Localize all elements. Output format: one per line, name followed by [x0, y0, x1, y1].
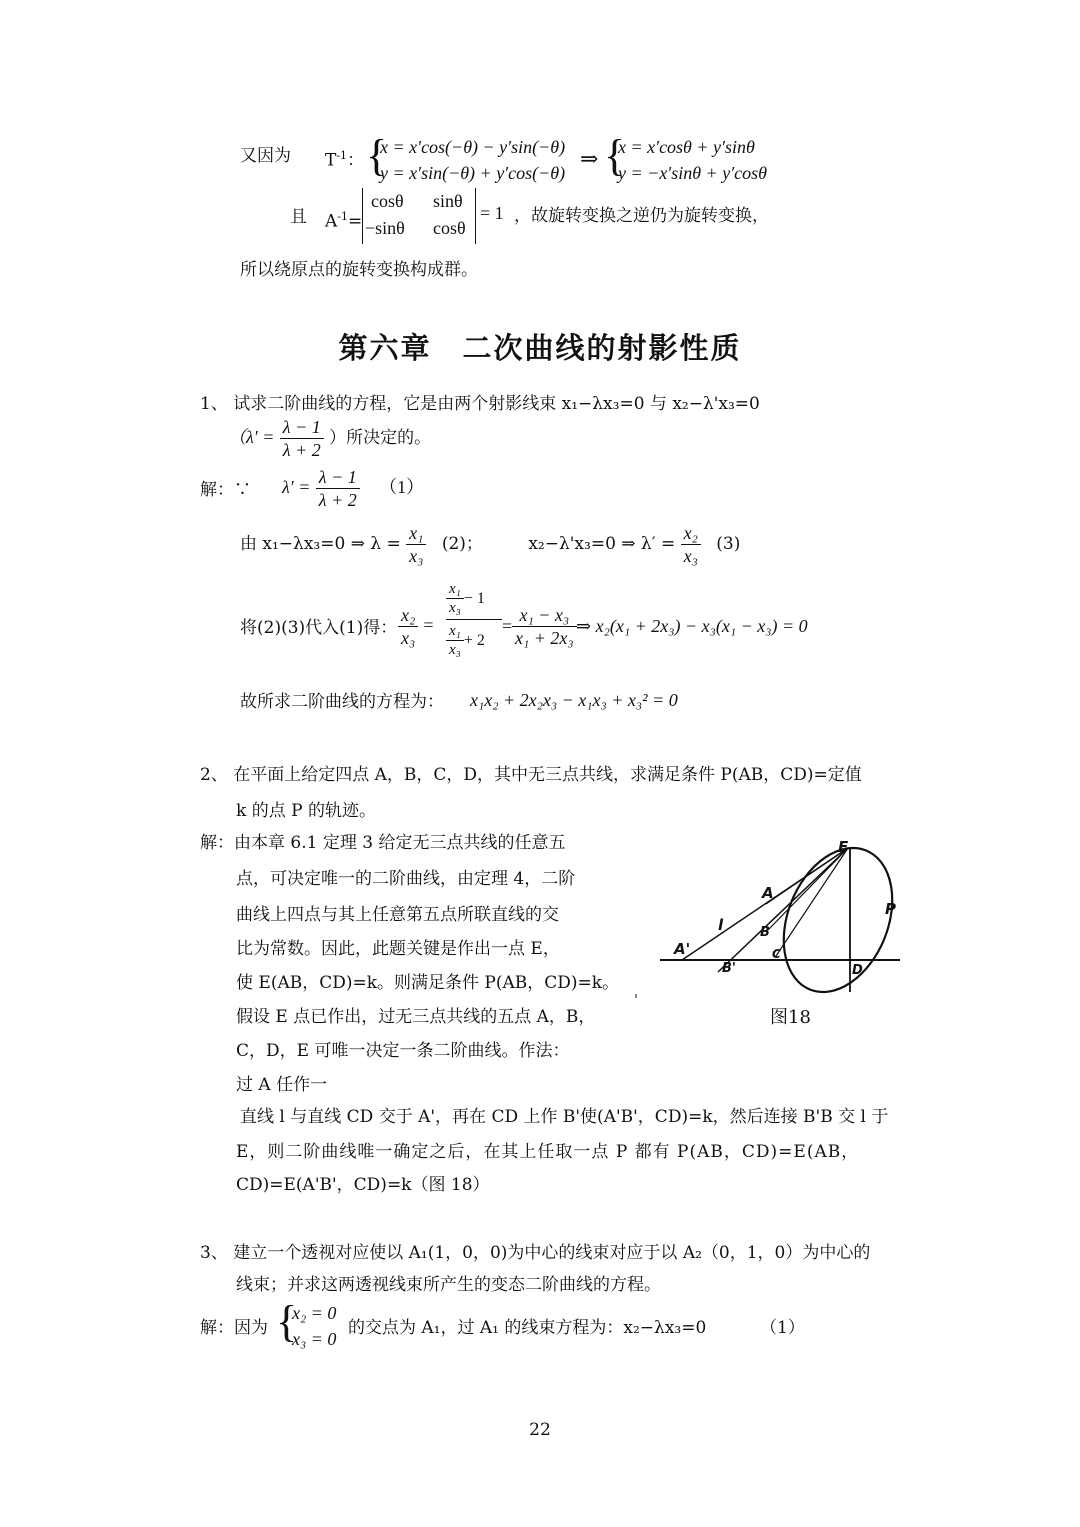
- label-b-prime: B': [722, 961, 736, 976]
- p2-solution-line-0: 解：由本章 6.1 定理 3 给定无三点共线的任意五: [200, 833, 566, 853]
- det-r1c1: cosθ: [371, 191, 404, 211]
- det-result: = 1: [480, 203, 504, 223]
- p2-continuation-line-2: CD)=E(A'B'，CD)=k（图 18）: [236, 1175, 490, 1195]
- p2-solution-line-1: 点，可决定唯一的二阶曲线，由定理 4，二阶: [236, 869, 576, 889]
- page-number: 22: [529, 1420, 551, 1440]
- system-1-row-2: y = x′sin(−θ) + y′cos(−θ): [380, 163, 566, 183]
- implies-arrow: ⇒: [580, 146, 599, 171]
- p1-solution-label: 解：∵: [200, 480, 251, 500]
- p3-statement-line-1: 3、 建立一个透视对应使以 A₁(1，0，0)为中心的线束对应于以 A₂（0，1，0）为中心的: [200, 1243, 871, 1263]
- p1-mid-fraction: $\frac{\text{x₁ − x₃}}{\text{x₁ + 2x₃}}$: [512, 604, 577, 649]
- p2-solution-line-7: 过 A 任作一: [236, 1075, 328, 1095]
- p1-equals: =: [502, 616, 513, 636]
- p3-solution-rest: 的交点为 A₁，过 A₁ 的线束方程为：x₂−λx₃=0: [348, 1318, 707, 1338]
- intro-text: 又因为: [240, 146, 291, 166]
- label-d: D: [852, 963, 863, 978]
- det-r2c2: cosθ: [433, 218, 466, 238]
- p2-solution-line-4: 使 E(AB，CD)=k。则满足条件 P(AB，CD)=k。: [236, 973, 620, 993]
- p3-statement-line-2: 线束；并求这两透视线束所产生的变态二阶曲线的方程。: [236, 1275, 661, 1295]
- p2-solution-line-3: 比为常数。因此，此题关键是作出一点 E，: [236, 939, 560, 959]
- p2-solution-line-5: 假设 E 点已作出，过无三点共线的五点 A，B，: [236, 1007, 596, 1027]
- p1-complex-fraction: $\frac{\text{x₁}}{\text{x₃}}$ − 1 $\frac{\text{x₁}}{\text{x₃}}$ + 2: [446, 580, 502, 659]
- t-inverse-label: $T^{-1}$：: [325, 149, 365, 171]
- system-1: [380, 134, 565, 186]
- p3-system-row-1: x₂ = 0: [292, 1303, 337, 1323]
- system-1-row-1: x = x′cos(−θ) − y′sin(−θ): [380, 137, 566, 157]
- p3-system: [292, 1300, 336, 1352]
- left-brace-1: {: [366, 131, 388, 180]
- label-l: l: [718, 916, 724, 934]
- p3-left-brace: {: [276, 1297, 298, 1346]
- line-eb-prime: [718, 848, 848, 972]
- p2-continuation-line-1: E，则二阶曲线唯一确定之后，在其上任取一点 P 都有 P(AB，CD)=E(AB，: [236, 1142, 860, 1162]
- label-e: E: [838, 838, 849, 856]
- p1-eq1: λ′ = $\frac{\lambda - 1}{\lambda + 2}$ （1）: [282, 467, 425, 510]
- p1-final-equation: x₁x₂ + 2x₂x₃ − x₁x₃ + x₃² = 0: [470, 690, 678, 710]
- label-b: B: [760, 925, 770, 940]
- det-r2c1: −sinθ: [365, 218, 405, 238]
- p2-solution-line-2: 曲线上四点与其上任意第五点所联直线的交: [236, 905, 559, 925]
- p1-statement: 1、 试求二阶曲线的方程，它是由两个射影线束 x₁−λx₃=0 与 x₂−λ'x₃=0: [200, 394, 760, 414]
- label-p: P: [885, 900, 896, 918]
- p1-cond-fraction: $\frac{\lambda - 1}{\lambda + 2}$: [280, 416, 324, 461]
- label-a-prime: A': [674, 940, 691, 958]
- line-ea: [766, 848, 848, 904]
- p1-condition: （λ′ = $\frac{\lambda - 1}{\lambda + 2}$ ）所决定的。: [228, 417, 432, 460]
- figure-caption: 图18: [770, 1007, 811, 1028]
- p1-subst-result: ⇒ x₂(x₁ + 2x₃) − x₃(x₁ − x₃) = 0: [576, 616, 808, 636]
- p1-final-label: 故所求二阶曲线的方程为：: [240, 692, 444, 712]
- p2-continuation-line-0: 直线 l 与直线 CD 交于 A'，再在 CD 上作 B'使(A'B'，CD)=k，然后连接 B'B 交 l 于: [240, 1107, 889, 1127]
- left-brace-2: {: [604, 131, 626, 180]
- det-r1c2: sinθ: [433, 191, 463, 211]
- label-c: C: [772, 947, 781, 961]
- system-2-row-1: x = x′cosθ + y′sinθ: [618, 137, 755, 157]
- conclusion-text: 所以绕原点的旋转变换构成群。: [240, 260, 478, 280]
- p1-line2: 由 x₁−λx₃=0 ⇒ λ = $\frac{\text{x₁}}{\text{x₃}}$ (2)； x₂−λ'x₃=0 ⇒ λ′ = $\frac{\text{x₂}}{\text{x₃}}$ (3): [240, 523, 741, 566]
- line-eb: [768, 848, 848, 930]
- label-a: A: [762, 884, 774, 902]
- p1-lambda-prime-fraction: $\frac{\text{x₂}}{\text{x₃}}$: [681, 522, 701, 567]
- p1-eq1-fraction: $\frac{\lambda - 1}{\lambda + 2}$: [316, 466, 360, 511]
- p1-subst-lhs: $\frac{\text{x₂}}{\text{x₃}}$ =: [398, 604, 434, 649]
- p1-subst-label: 将(2)(3)代入(1)得：: [240, 618, 398, 638]
- figure-18: [630, 832, 920, 1002]
- determinant: [362, 188, 476, 244]
- system-2: [618, 134, 767, 186]
- p3-system-row-2: x₃ = 0: [292, 1329, 337, 1349]
- chapter-title: 第六章 二次曲线的射影性质: [338, 331, 742, 365]
- p3-solution-tag: （1）: [760, 1318, 805, 1338]
- system-2-row-2: y = −x′sinθ + y′cosθ: [618, 163, 767, 183]
- line-ec: [776, 848, 848, 956]
- p2-solution-line-6: C，D，E 可唯一决定一条二阶曲线。作法：: [236, 1041, 570, 1061]
- p2-statement-line-2: k 的点 P 的轨迹。: [236, 801, 376, 821]
- p3-solution-label: 解：因为: [200, 1318, 268, 1338]
- p2-statement-line-1: 2、 在平面上给定四点 A，B，C，D，其中无三点共线，求满足条件 P(AB，CD)=定值: [200, 765, 862, 785]
- p1-lambda-fraction: $\frac{\text{x₁}}{\text{x₃}}$: [406, 522, 426, 567]
- and-label: 且: [290, 207, 307, 227]
- a-inverse-label: $A^{-1}=$: [325, 210, 363, 232]
- det-after-text: ，故旋转变换之逆仍为旋转变换，: [514, 206, 769, 226]
